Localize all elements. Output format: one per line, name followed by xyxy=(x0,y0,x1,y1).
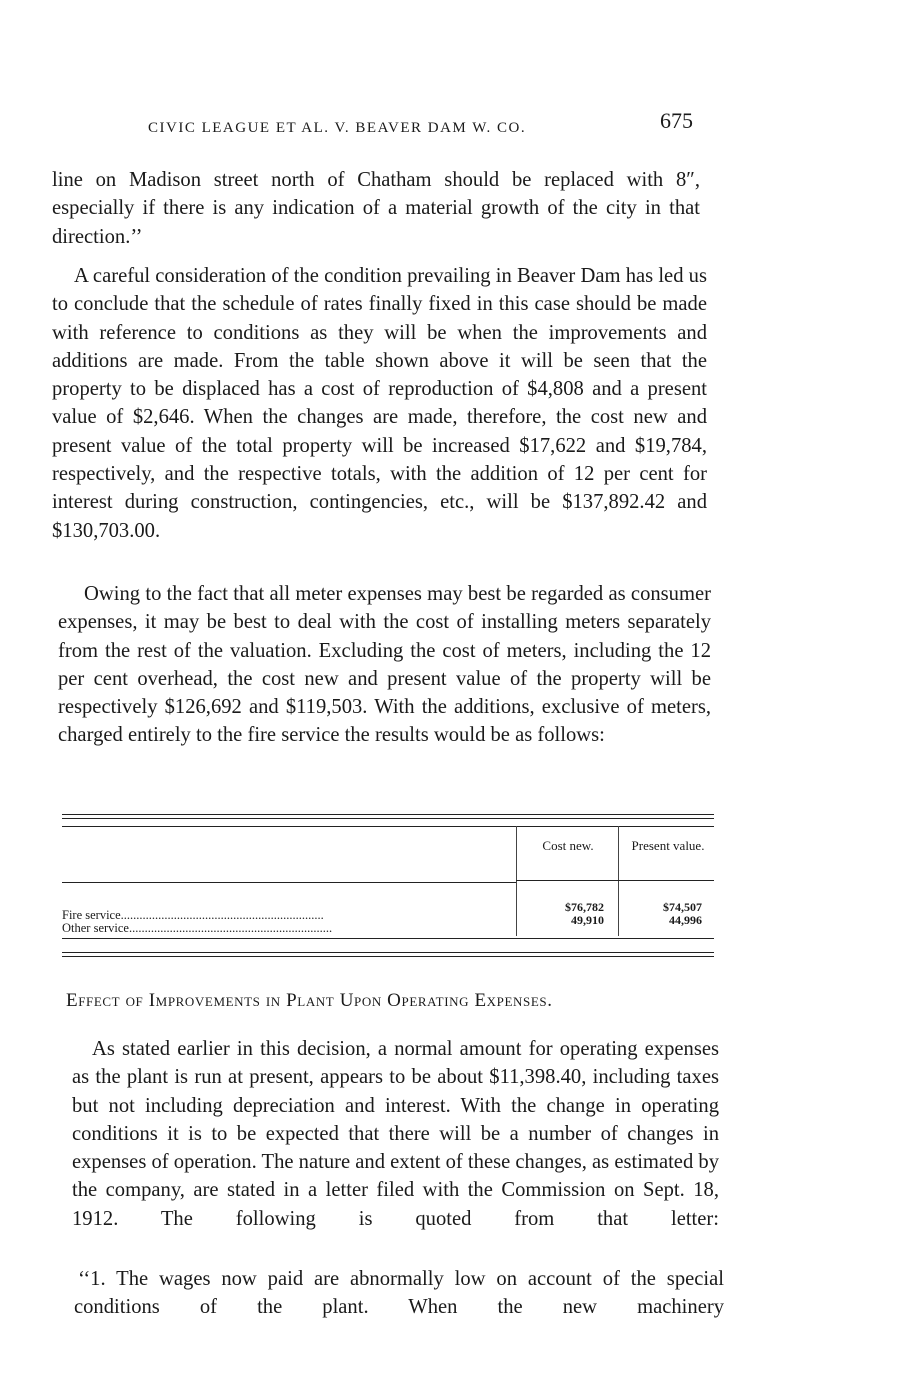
column-head-cost-new: Cost new. xyxy=(542,838,594,853)
cell-other-cost-new: 49,910 xyxy=(571,913,604,927)
table-top-rule-2 xyxy=(62,818,714,819)
paragraph-letter-quote: ‘‘1. The wages now paid are abnormally low on account of the special conditions of the plant. When the new machinery xyxy=(74,1268,724,1319)
table-row-label: Fire service................................................................. xyxy=(62,908,324,922)
table-header-rule-left xyxy=(62,882,516,883)
cell-fire-cost-new: $76,782 xyxy=(565,900,604,914)
row-label-other-service: Other service xyxy=(62,921,129,935)
row-label-fire-service: Fire service xyxy=(62,908,121,922)
page-header xyxy=(0,108,897,148)
table-top-rule-3 xyxy=(62,826,714,827)
paragraph-operating-expenses: As stated earlier in this decision, a normal amount for operating expenses as the plant is run at present, appears to be about $11,398.40, including taxes but not including depreciation and interest. With the change in operating conditions it is to be expected that there will be a number of changes in expenses of operation. The nature and extent of these changes, as estimated by the company, are stated in a letter filed with the Commission on Sept. 18, 1912. The following is quoted from that letter: xyxy=(72,1038,719,1230)
table-bottom-rule-3 xyxy=(62,956,714,957)
paragraph-meter-expenses: Owing to the fact that all meter expenses may best be regarded as consumer expenses, it may be best to deal with the cost of installing meters separately from the rest of the valuation. Excluding the cost of meters, including the 12 per cent overhead, the cost new and present value of the property will be respectively $126,692 and $119,503. With the additions, exclusive of meters, charged entirely to the fire service the results would be as follows: xyxy=(58,583,711,747)
column-head-present-value: Present value. xyxy=(631,838,705,853)
paragraph-rates-consideration: A careful consideration of the condition prevailing in Beaver Dam has led us to conclude that the schedule of rates finally fixed in this case should be made with reference to conditions as they will be when the improvements and additions are made. From the table shown above it will be seen that the property to be displaced has a cost of reproduction of $4,808 and a present value of $2,646. When the changes are made, therefore, the cost new and present value of the total property will be increased $17,622 and $19,784, respectively, and the respective totals, with the addition of 12 per cent for interest during construction, contingencies, etc., will be $137,892.42 and $130,703.00. xyxy=(52,265,707,542)
cell-fire-present-value: $74,507 xyxy=(663,900,702,914)
paragraph-continued-quote: line on Madison street north of Chatham should be replaced with 8″, especially if there is any indication of a material growth of the city in that direction.’’ xyxy=(52,169,700,248)
table-bottom-rule xyxy=(62,938,714,939)
table-row-label: Other service................................................................. xyxy=(62,921,333,935)
valuation-table xyxy=(62,814,714,964)
table-header-rule-right xyxy=(516,880,714,881)
section-heading: Effect of Improvements in Plant Upon Operating Expenses. xyxy=(66,990,553,1011)
table-column-divider-2 xyxy=(618,826,619,936)
page-number: 675 xyxy=(660,108,693,133)
table-bottom-rule-2 xyxy=(62,952,714,953)
table-column-divider-1 xyxy=(516,826,517,936)
table-top-rule xyxy=(62,814,714,815)
cell-other-present-value: 44,996 xyxy=(669,913,702,927)
running-head: CIVIC LEAGUE ET AL. V. BEAVER DAM W. CO. xyxy=(148,120,527,136)
